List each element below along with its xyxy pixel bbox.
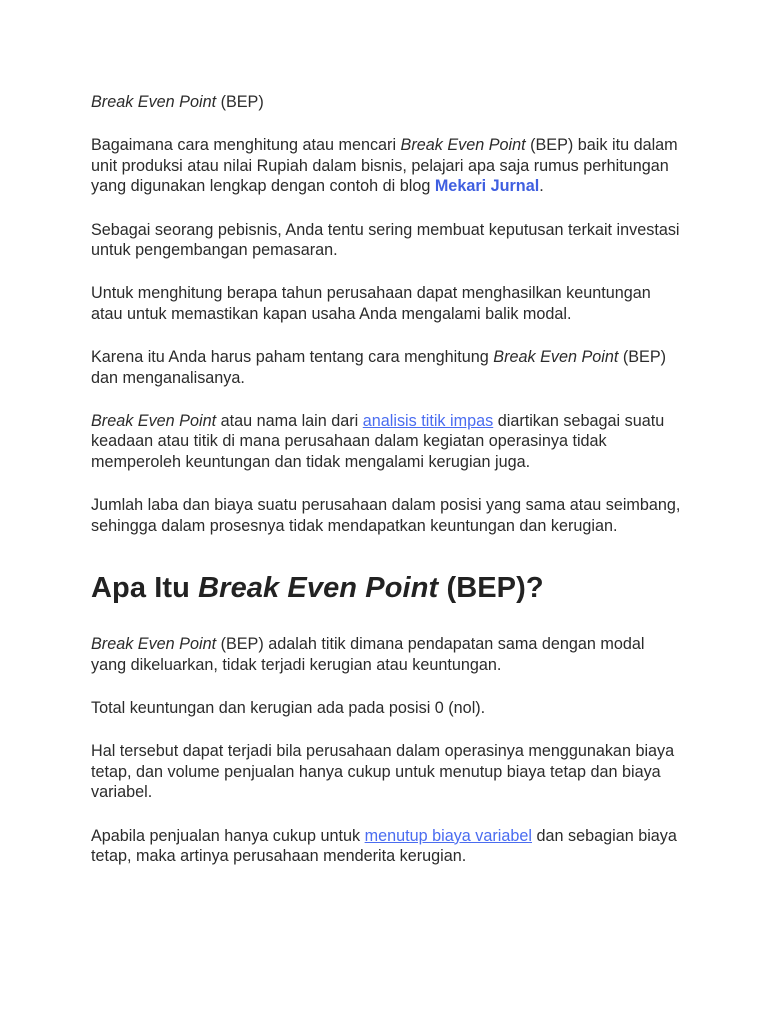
paragraph-bep-definition <box>91 634 681 675</box>
mekari-jurnal-link[interactable]: Mekari Jurnal <box>434 177 540 196</box>
para10-text-b: dan sebagian biaya tetap, maka artinya perusahaan menderita kerugian. <box>91 826 677 865</box>
intro-title-italic: Break Even Point <box>91 93 217 111</box>
paragraph-zero: Total keuntungan dan kerugian ada pada posisi 0 (nol). <box>91 698 486 717</box>
para1-text-c: . <box>539 177 544 196</box>
para1-text-a: Bagaimana cara menghitung atau mencari <box>91 136 401 155</box>
article-body <box>91 92 681 866</box>
para1-text-b: (BEP) baik itu dalam unit produksi atau nilai Rupiah dalam bisnis, pelajari apa saja rumus perhitungan yang digunakan lengkap dengan contoh di blog <box>91 136 678 196</box>
intro-title-rest: (BEP) <box>216 93 264 111</box>
paragraph-definition <box>91 411 681 472</box>
paragraph-fixed-cost: Hal tersebut dapat terjadi bila perusahaan dalam operasinya menggunakan biaya tetap, dan volume penjualan hanya cukup untuk menutup biaya tetap dan biaya variabel. <box>91 742 675 802</box>
paragraph-loss <box>91 826 681 867</box>
para7-text-a: (BEP) adalah titik dimana pendapatan sama dengan modal yang dikeluarkan, tidak terjadi kerugian atau keuntungan. <box>91 635 645 674</box>
heading-italic: Break Even Point <box>198 572 439 605</box>
heading-text-a: Apa Itu <box>91 572 199 605</box>
paragraph-profit: Untuk menghitung berapa tahun perusahaan dapat menghasilkan keuntungan atau untuk memastikan kapan usaha Anda mengalami balik modal. <box>91 284 651 323</box>
paragraph-intro <box>91 135 681 196</box>
analisis-titik-impas-link[interactable]: analisis titik impas <box>362 412 494 431</box>
para10-text-a: Apabila penjualan hanya cukup untuk <box>91 826 365 845</box>
paragraph-balance: Jumlah laba dan biaya suatu perusahaan dalam posisi yang sama atau seimbang, sehingga dalam prosesnya tidak mendapatkan keuntungan dan kerugian. <box>91 496 681 535</box>
para7-italic: Break Even Point <box>91 635 217 654</box>
para5-text-a: atau nama lain dari <box>216 412 363 431</box>
menutup-biaya-variabel-link[interactable]: menutup biaya variabel <box>364 826 532 845</box>
intro-title <box>91 92 681 112</box>
para5-italic: Break Even Point <box>91 412 217 431</box>
paragraph-business: Sebagai seorang pebisnis, Anda tentu sering membuat keputusan terkait investasi untuk pengembangan pemasaran. <box>91 220 680 260</box>
para4-text-a: Karena itu Anda harus paham tentang cara menghitung <box>91 348 494 367</box>
paragraph-analysis <box>91 347 681 388</box>
para4-italic: Break Even Point <box>493 348 619 367</box>
para5-text-b: diartikan sebagai suatu keadaan atau titik di mana perusahaan dalam kegiatan operasinya tidak memperoleh keuntungan dan tidak mengalami kerugian juga. <box>91 412 665 471</box>
para1-italic: Break Even Point <box>400 136 526 155</box>
para4-text-b: (BEP) dan menganalisanya. <box>91 348 667 387</box>
section-heading <box>91 570 681 606</box>
heading-text-b: (BEP)? <box>438 572 544 605</box>
